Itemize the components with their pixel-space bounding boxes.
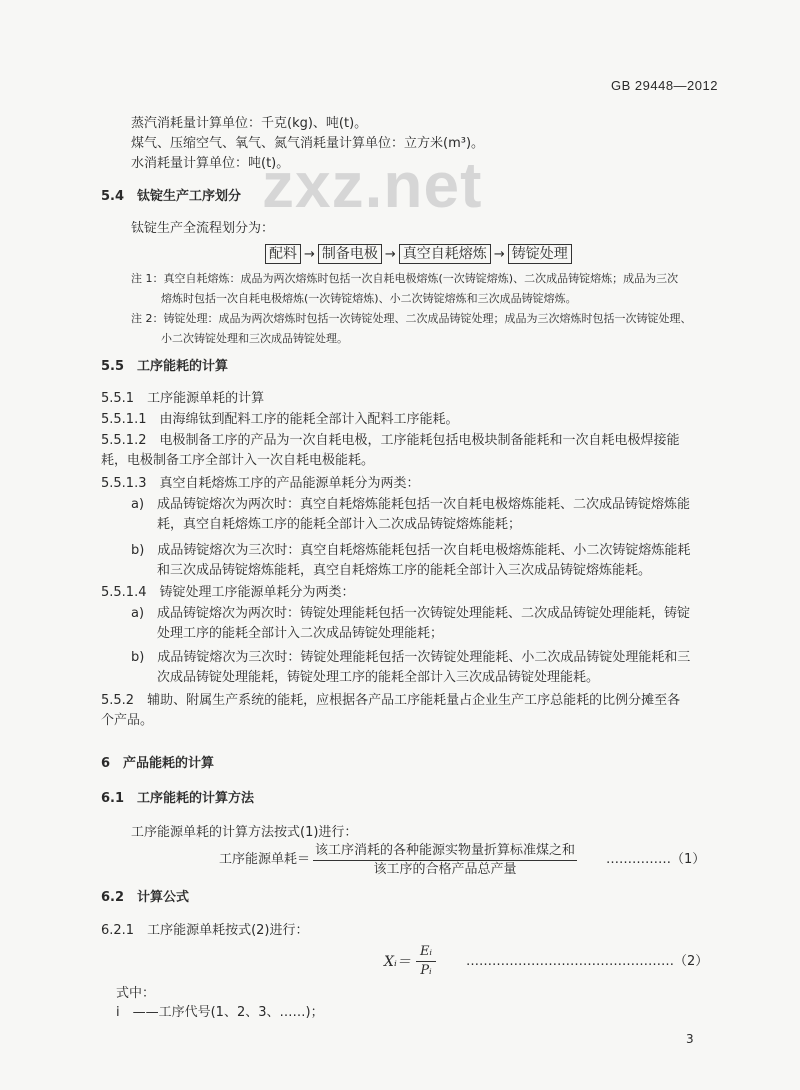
arrow-right-icon: →	[304, 246, 315, 262]
clause-5-5-1-4: 5.5.1.4 铸锭处理工序能源单耗分为两类：	[101, 585, 355, 600]
page-number: 3	[686, 1032, 694, 1046]
note-2-line-2: 小二次铸锭处理和三次成品铸锭处理。	[161, 332, 348, 345]
clause-5-5-2-line-2: 个产品。	[101, 713, 154, 728]
equation-2-fraction	[416, 943, 436, 980]
equation-1-tag: ……………（1）	[606, 852, 706, 867]
flow-step-ingot-treatment: 铸锭处理	[508, 244, 572, 264]
flow-step-batching: 配料	[265, 244, 301, 264]
section-6-title: 6 产品能耗的计算	[101, 756, 215, 771]
unit-gas: 煤气、压缩空气、氧气、氮气消耗量计算单位：立方米(m³)。	[131, 136, 485, 151]
section-6-1-title: 6.1 工序能耗的计算方法	[101, 791, 255, 806]
equation-1-fraction	[313, 842, 577, 879]
clause-5-5-1-2-line-1: 5.5.1.2 电极制备工序的产品为一次自耗电极，工序能耗包括电极块制备能耗和一次自耗电极焊接能	[101, 433, 680, 448]
clause-5-5-1-3-b-line-2: 和三次成品铸锭熔炼能耗，真空自耗熔炼工序的能耗全部计入三次成品铸锭熔炼能耗。	[157, 563, 652, 578]
equation-2-tag: …………………………………………（2）	[466, 954, 709, 969]
unit-water: 水消耗量计算单位：吨(t)。	[131, 156, 290, 171]
clause-5-5-1-4-b-line-1: b) 成品铸锭熔次为三次时：铸锭处理能耗包括一次铸锭处理能耗、小二次成品铸锭处理能耗和三	[131, 650, 691, 665]
equation-2-denominator: Pᵢ	[420, 963, 432, 978]
standard-number: GB 29448—2012	[611, 78, 718, 93]
equation-1-denominator: 该工序的合格产品总产量	[373, 862, 517, 877]
section-5-4-title: 5.4 钛锭生产工序划分	[101, 189, 242, 204]
clause-5-5-2-line-1: 5.5.2 辅助、附属生产系统的能耗，应根据各产品工序能耗量占企业生产工序总能耗的比例分摊至各	[101, 693, 681, 708]
clause-5-5-1-3-a-line-2: 耗，真空自耗熔炼工序的能耗全部计入二次成品铸锭熔炼能耗；	[157, 517, 522, 532]
flow-step-vacuum-melting: 真空自耗熔炼	[399, 244, 491, 264]
unit-steam: 蒸汽消耗量计算单位：千克(kg)、吨(t)。	[131, 116, 368, 131]
note-1-line-2: 熔炼时包括一次自耗电极熔炼(一次铸锭熔炼)、小二次铸锭熔炼和三次成品铸锭熔炼。	[161, 292, 577, 305]
section-5-4-intro: 钛锭生产全流程划分为：	[131, 221, 275, 236]
clause-5-5-1-4-a-line-2: 处理工序的能耗全部计入二次成品铸锭处理能耗；	[157, 626, 444, 641]
note-2-line-1: 注 2：铸锭处理：成品为两次熔炼时包括一次铸锭处理、二次成品铸锭处理；成品为三次熔炼时包括一次铸锭处理、	[131, 312, 692, 325]
clause-6-2-1: 6.2.1 工序能源单耗按式(2)进行：	[101, 923, 309, 938]
where-label: 式中：	[116, 986, 156, 1001]
clause-5-5-1-4-a-line-1: a) 成品铸锭熔次为两次时：铸锭处理能耗包括一次铸锭处理能耗、二次成品铸锭处理能耗，铸锭	[131, 606, 691, 621]
clause-5-5-1-1: 5.5.1.1 由海绵钛到配料工序的能耗全部计入配料工序能耗。	[101, 412, 459, 427]
clause-5-5-1-3: 5.5.1.3 真空自耗熔炼工序的产品能源单耗分为两类：	[101, 476, 420, 491]
arrow-right-icon: →	[384, 246, 396, 262]
clause-5-5-1-2-line-2: 耗，电极制备工序全部计入一次自耗电极能耗。	[101, 453, 375, 468]
note-1-line-1: 注 1：真空自耗熔炼：成品为两次熔炼时包括一次自耗电极熔炼(一次铸锭熔炼)、二次成品铸锭熔炼；成品为三次	[131, 272, 679, 285]
watermark: zxz.net	[262, 149, 483, 221]
equation-1-numerator: 该工序消耗的各种能源实物量折算标准煤之和	[313, 842, 577, 861]
flow-step-electrode: 制备电极	[318, 244, 382, 264]
arrow-right-icon: →	[493, 246, 505, 262]
process-flow	[265, 244, 572, 264]
equation-2-lhs: Xᵢ＝	[384, 954, 411, 970]
section-6-2-title: 6.2 计算公式	[101, 890, 190, 905]
section-5-5-title: 5.5 工序能耗的计算	[101, 359, 229, 374]
equation-2-numerator: Eᵢ	[416, 943, 436, 962]
section-5-5-1-title: 5.5.1 工序能源单耗的计算	[101, 391, 265, 406]
clause-5-5-1-3-b-line-1: b) 成品铸锭熔次为三次时：真空自耗熔炼能耗包括一次自耗电极熔炼能耗、小二次铸锭熔炼能耗	[131, 543, 691, 558]
equation-1-lhs: 工序能源单耗＝	[219, 852, 311, 867]
definition-i: i ——工序代号(1、2、3、……)；	[116, 1005, 324, 1020]
clause-5-5-1-4-b-line-2: 次成品铸锭处理能耗，铸锭处理工序的能耗全部计入三次成品铸锭处理能耗。	[157, 670, 600, 685]
clause-5-5-1-3-a-line-1: a) 成品铸锭熔次为两次时：真空自耗熔炼能耗包括一次自耗电极熔炼能耗、二次成品铸锭熔炼能	[131, 497, 691, 512]
section-6-1-intro: 工序能源单耗的计算方法按式(1)进行：	[131, 825, 358, 840]
